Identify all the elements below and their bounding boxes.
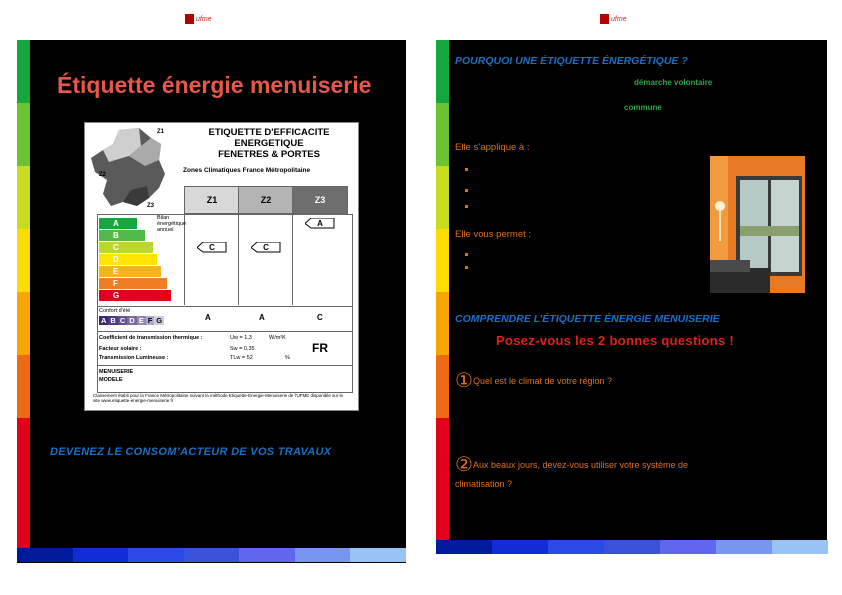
confort-z2: A bbox=[259, 313, 265, 322]
slogan: DEVENEZ LE CONSOM’ACTEUR DE VOS TRAVAUX bbox=[50, 446, 332, 458]
zones-caption: Zones Climatiques France Métropolitaine bbox=[183, 167, 311, 174]
country-code: FR bbox=[312, 341, 328, 355]
bullet bbox=[465, 205, 468, 208]
class-bar-d: D bbox=[99, 254, 157, 265]
zone-z3-rating: A bbox=[305, 218, 335, 229]
zone-z2-rating: C bbox=[251, 242, 281, 253]
applies-heading: Elle s’applique à : bbox=[455, 142, 530, 153]
class-bar-e: E bbox=[99, 266, 161, 277]
bullet bbox=[465, 253, 468, 256]
number-2-icon: ② bbox=[455, 454, 473, 476]
modele-label: MODELE bbox=[99, 377, 123, 383]
class-bar-f: F bbox=[99, 278, 167, 289]
confort-scale: A B C D E F G bbox=[101, 316, 163, 325]
question-1: ①Quel est le climat de votre région ? bbox=[455, 370, 613, 392]
permits-heading: Elle vous permet : bbox=[455, 229, 532, 240]
label-footer: Classement établi pour la France Métropolitaine suivant la méthode Etiquette-Energie-Menuiserie de l'UFME disponible sur le site www.etiquette-energie-menuiserie.fr bbox=[93, 393, 343, 403]
left-logo: ufme bbox=[185, 14, 212, 24]
questions-title: Posez-vous les 2 bonnes questions ! bbox=[496, 333, 735, 348]
heading-understand: COMPRENDRE L’ÉTIQUETTE ÉNERGIE MENUISERIE bbox=[455, 313, 720, 325]
bullet bbox=[465, 189, 468, 192]
number-1-icon: ① bbox=[455, 370, 473, 392]
map-zone-z2: Z2 bbox=[99, 172, 107, 178]
france-map-icon bbox=[89, 126, 171, 210]
menuiserie-row bbox=[97, 365, 353, 393]
bullet bbox=[465, 168, 468, 171]
zone-z1-rating: C bbox=[197, 242, 227, 253]
menuiserie-label: MENUISERIE bbox=[99, 369, 134, 375]
confort-label: Confort d'été bbox=[99, 308, 131, 314]
page-title: Étiquette énergie menuiserie bbox=[57, 72, 372, 98]
green-text-demarche: démarche volontaire bbox=[634, 78, 713, 87]
energy-label-card bbox=[84, 122, 359, 411]
logo-icon bbox=[185, 14, 194, 24]
coef-unit: W/m²K bbox=[269, 335, 286, 341]
map-zone-z1: Z1 bbox=[157, 129, 165, 135]
trans-value: TLw = 52 bbox=[230, 355, 253, 361]
map-zone-z3: Z3 bbox=[147, 203, 155, 209]
class-bar-a: A bbox=[99, 218, 137, 229]
label-title: ETIQUETTE D'EFFICACITE ENERGETIQUE FENETRES & PORTES bbox=[208, 127, 330, 160]
facteur-value: Sw = 0,35 bbox=[230, 346, 255, 352]
class-bar-g: G bbox=[99, 290, 171, 301]
zone-header-z3: Z3 bbox=[292, 186, 348, 214]
bullet bbox=[465, 266, 468, 269]
logo-icon bbox=[600, 14, 609, 24]
class-bar-b: B bbox=[99, 230, 145, 241]
zone-header-z1: Z1 bbox=[184, 186, 240, 214]
facteur-label: Facteur solaire : bbox=[99, 346, 142, 352]
confort-z3: C bbox=[317, 313, 323, 322]
coef-value: Uw = 1,3 bbox=[230, 335, 252, 341]
room-window-photo bbox=[710, 156, 805, 293]
trans-unit: % bbox=[285, 355, 290, 361]
heading-why: POURQUOI UNE ÉTIQUETTE ÉNERGÉTIQUE ? bbox=[455, 55, 688, 67]
right-bottom-bar bbox=[436, 540, 828, 554]
zone-header-z2: Z2 bbox=[238, 186, 294, 214]
green-text-commune: commune bbox=[624, 103, 662, 112]
left-bottom-bar bbox=[17, 548, 406, 562]
confort-z1: A bbox=[205, 313, 211, 322]
bilan-caption: Bilan énergétique annuel bbox=[157, 215, 187, 233]
question-2: ②Aux beaux jours, devez-vous utiliser votre système de climatisation ? bbox=[455, 454, 689, 489]
trans-label: Transmission Lumineuse : bbox=[99, 355, 169, 361]
right-logo: ufme bbox=[600, 14, 627, 24]
coef-label: Coefficient de transmission thermique : bbox=[99, 335, 203, 341]
class-bar-c: C bbox=[99, 242, 153, 253]
